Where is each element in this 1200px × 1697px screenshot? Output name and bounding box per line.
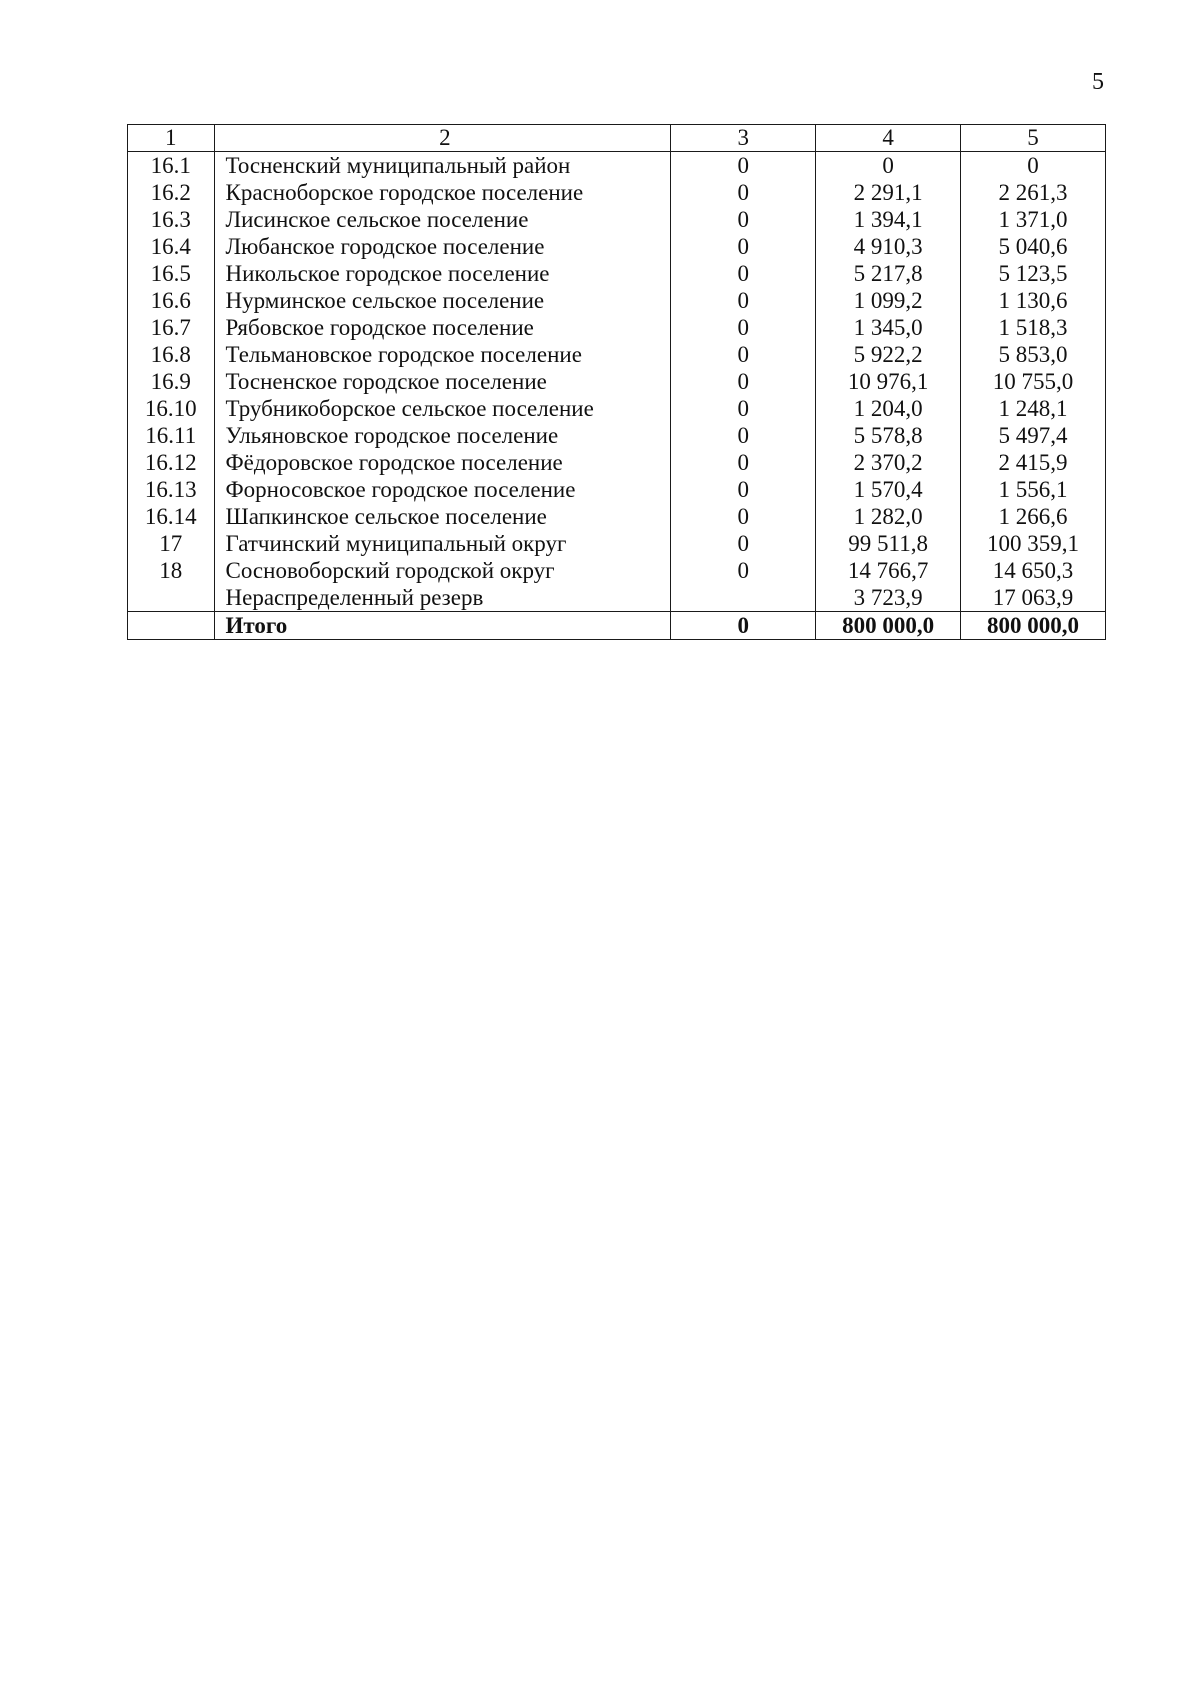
row-number: 16.7 bbox=[128, 314, 215, 341]
row-number: 16.4 bbox=[128, 233, 215, 260]
row-col-5: 10 755,0 bbox=[961, 368, 1106, 395]
header-col-2: 2 bbox=[214, 125, 671, 152]
row-col-3: 0 bbox=[671, 287, 816, 314]
row-col-4: 1 204,0 bbox=[816, 395, 961, 422]
row-col-3: 0 bbox=[671, 260, 816, 287]
row-col-4: 0 bbox=[816, 152, 961, 180]
row-col-5: 1 556,1 bbox=[961, 476, 1106, 503]
table-header bbox=[128, 125, 1106, 152]
table-row bbox=[128, 179, 1106, 206]
row-col-4: 14 766,7 bbox=[816, 557, 961, 584]
row-col-3: 0 bbox=[671, 557, 816, 584]
row-col-4: 1 282,0 bbox=[816, 503, 961, 530]
header-row bbox=[128, 125, 1106, 152]
total-col-4: 800 000,0 bbox=[816, 612, 961, 640]
row-name: Тосненское городское поселение bbox=[214, 368, 671, 395]
table-footer bbox=[128, 612, 1106, 640]
table-row bbox=[128, 476, 1106, 503]
total-col-3: 0 bbox=[671, 612, 816, 640]
table-row bbox=[128, 503, 1106, 530]
row-col-4: 5 922,2 bbox=[816, 341, 961, 368]
row-name: Лисинское сельское поселение bbox=[214, 206, 671, 233]
row-number: 18 bbox=[128, 557, 215, 584]
table-row bbox=[128, 152, 1106, 180]
row-name: Ульяновское городское поселение bbox=[214, 422, 671, 449]
row-col-3: 0 bbox=[671, 503, 816, 530]
row-number: 16.2 bbox=[128, 179, 215, 206]
total-col-5: 800 000,0 bbox=[961, 612, 1106, 640]
row-col-3: 0 bbox=[671, 152, 816, 180]
row-col-3: 0 bbox=[671, 368, 816, 395]
row-col-5: 5 497,4 bbox=[961, 422, 1106, 449]
row-number: 16.9 bbox=[128, 368, 215, 395]
row-col-5: 1 266,6 bbox=[961, 503, 1106, 530]
row-col-5: 5 853,0 bbox=[961, 341, 1106, 368]
row-col-5: 100 359,1 bbox=[961, 530, 1106, 557]
table-row bbox=[128, 341, 1106, 368]
row-col-5: 5 123,5 bbox=[961, 260, 1106, 287]
header-col-1: 1 bbox=[128, 125, 215, 152]
total-row bbox=[128, 612, 1106, 640]
row-col-3: 0 bbox=[671, 341, 816, 368]
row-name: Фёдоровское городское поселение bbox=[214, 449, 671, 476]
header-col-5: 5 bbox=[961, 125, 1106, 152]
row-col-5: 5 040,6 bbox=[961, 233, 1106, 260]
row-col-3: 0 bbox=[671, 314, 816, 341]
total-num bbox=[128, 612, 215, 640]
row-number: 16.5 bbox=[128, 260, 215, 287]
row-name: Форносовское городское поселение bbox=[214, 476, 671, 503]
table-row bbox=[128, 557, 1106, 584]
row-col-4: 99 511,8 bbox=[816, 530, 961, 557]
row-col-5: 0 bbox=[961, 152, 1106, 180]
row-name: Нераспределенный резерв bbox=[214, 584, 671, 612]
row-col-3: 0 bbox=[671, 422, 816, 449]
table-row bbox=[128, 395, 1106, 422]
row-col-5: 1 130,6 bbox=[961, 287, 1106, 314]
row-number: 16.10 bbox=[128, 395, 215, 422]
row-name: Нурминское сельское поселение bbox=[214, 287, 671, 314]
allocation-table bbox=[127, 124, 1106, 640]
table-row bbox=[128, 449, 1106, 476]
table-body bbox=[128, 152, 1106, 612]
row-number bbox=[128, 584, 215, 612]
row-col-5: 1 371,0 bbox=[961, 206, 1106, 233]
row-col-4: 3 723,9 bbox=[816, 584, 961, 612]
row-col-3: 0 bbox=[671, 395, 816, 422]
table-row bbox=[128, 260, 1106, 287]
row-col-3: 0 bbox=[671, 449, 816, 476]
row-col-4: 2 370,2 bbox=[816, 449, 961, 476]
row-number: 16.11 bbox=[128, 422, 215, 449]
row-col-4: 1 394,1 bbox=[816, 206, 961, 233]
row-col-4: 2 291,1 bbox=[816, 179, 961, 206]
row-col-5: 2 415,9 bbox=[961, 449, 1106, 476]
row-number: 16.3 bbox=[128, 206, 215, 233]
table-row bbox=[128, 206, 1106, 233]
row-name: Шапкинское сельское поселение bbox=[214, 503, 671, 530]
row-col-3 bbox=[671, 584, 816, 612]
table-row bbox=[128, 422, 1106, 449]
row-number: 16.6 bbox=[128, 287, 215, 314]
row-col-4: 1 099,2 bbox=[816, 287, 961, 314]
row-col-3: 0 bbox=[671, 530, 816, 557]
row-col-5: 17 063,9 bbox=[961, 584, 1106, 612]
row-name: Красноборское городское поселение bbox=[214, 179, 671, 206]
row-number: 16.14 bbox=[128, 503, 215, 530]
row-col-5: 1 248,1 bbox=[961, 395, 1106, 422]
row-number: 16.12 bbox=[128, 449, 215, 476]
table-row bbox=[128, 314, 1106, 341]
row-name: Гатчинский муниципальный округ bbox=[214, 530, 671, 557]
row-col-4: 5 578,8 bbox=[816, 422, 961, 449]
table-row bbox=[128, 584, 1106, 612]
row-name: Тельмановское городское поселение bbox=[214, 341, 671, 368]
header-col-3: 3 bbox=[671, 125, 816, 152]
row-number: 16.13 bbox=[128, 476, 215, 503]
row-col-3: 0 bbox=[671, 206, 816, 233]
row-name: Любанское городское поселение bbox=[214, 233, 671, 260]
row-number: 16.1 bbox=[128, 152, 215, 180]
row-col-4: 1 570,4 bbox=[816, 476, 961, 503]
row-number: 16.8 bbox=[128, 341, 215, 368]
row-name: Трубникоборское сельское поселение bbox=[214, 395, 671, 422]
row-col-4: 5 217,8 bbox=[816, 260, 961, 287]
row-number: 17 bbox=[128, 530, 215, 557]
row-col-3: 0 bbox=[671, 233, 816, 260]
row-name: Никольское городское поселение bbox=[214, 260, 671, 287]
row-col-3: 0 bbox=[671, 179, 816, 206]
row-col-4: 1 345,0 bbox=[816, 314, 961, 341]
row-col-4: 10 976,1 bbox=[816, 368, 961, 395]
row-col-5: 1 518,3 bbox=[961, 314, 1106, 341]
page-number: 5 bbox=[1092, 69, 1104, 95]
row-name: Тосненский муниципальный район bbox=[214, 152, 671, 180]
row-name: Рябовское городское поселение bbox=[214, 314, 671, 341]
table-row bbox=[128, 368, 1106, 395]
table-row bbox=[128, 233, 1106, 260]
header-col-4: 4 bbox=[816, 125, 961, 152]
row-col-4: 4 910,3 bbox=[816, 233, 961, 260]
table-row bbox=[128, 287, 1106, 314]
table-row bbox=[128, 530, 1106, 557]
row-col-5: 2 261,3 bbox=[961, 179, 1106, 206]
row-col-5: 14 650,3 bbox=[961, 557, 1106, 584]
total-label: Итого bbox=[214, 612, 671, 640]
row-col-3: 0 bbox=[671, 476, 816, 503]
row-name: Сосновоборский городской округ bbox=[214, 557, 671, 584]
